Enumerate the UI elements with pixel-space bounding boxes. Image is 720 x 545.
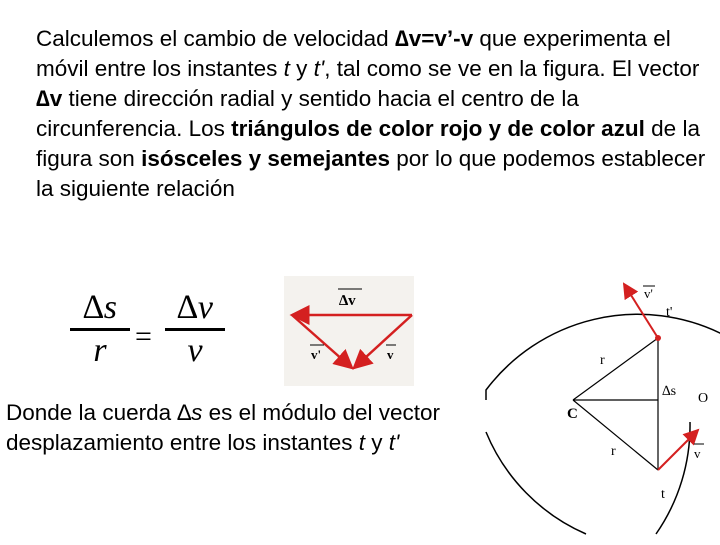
v-prime-label: v' [311,347,322,362]
fraction-ds-r [70,290,130,369]
v-label: v [387,347,394,362]
text-segment: es el módulo del vector desplazamiento entre los instantes [6,400,441,455]
radius-bottom-label: r [611,444,616,459]
delta-v-symbol: ∆v [36,86,63,111]
circle-t-prime-label: t' [666,305,673,320]
italic-s: s [191,400,203,425]
circle-v-label: v [694,446,701,461]
v-prime-tangent-arrow [624,284,658,338]
v-prime-arrow [292,315,352,368]
center-c-label: C [567,406,578,422]
instant-t: t [283,56,290,81]
fraction-dv-v [165,290,225,369]
text-segment: y [289,56,314,81]
circle-v-prime-label: v' [644,286,653,301]
delta-v-equation: ∆v=v’-v [394,26,474,51]
v-arrow [354,315,412,368]
instant-t-prime: t' [388,430,400,455]
bold-triangles-color: triángulos de color rojo y de color azul [231,116,645,141]
text-segment: , tal como se ve en la figura. El vector [324,56,700,81]
denominator-v: v [187,332,203,369]
circle-figure [476,272,720,540]
velocity-triangle-figure [284,276,414,386]
circle-arc-right [656,422,690,534]
velocity-triangle-svg [284,276,414,386]
fraction-bar [70,328,130,331]
circle-arc-bottom [486,432,586,534]
numerator-delta-v: ∆v [177,289,213,326]
o-label: O [698,391,709,406]
denominator-r: r [93,332,107,369]
delta-v-label: ∆v [339,293,356,309]
v-tangent-arrow [658,430,698,470]
radius-to-t-prime [573,338,658,400]
text-segment: de la figura son [36,116,700,171]
text-segment: que experimenta el móvil entre los instantes [36,26,671,81]
text-segment: Donde la cuerda ∆ [6,400,192,425]
text-segment: y [364,430,389,455]
fraction-bar [165,328,225,331]
circle-t-label: t [661,487,665,502]
equals-sign: = [135,320,152,353]
text-segment: por lo que podemos establecer la siguiente relación [36,146,706,201]
numerator-delta-s: ∆s [82,289,118,326]
intro-paragraph [36,24,706,204]
radius-to-t [573,400,658,470]
instant-t: t [358,430,365,455]
text-segment: Calculemos el cambio de velocidad [36,26,395,51]
bottom-paragraph [6,398,476,458]
instant-t-prime: t' [313,56,325,81]
bold-isosceles-similar: isósceles y semejantes [141,146,390,171]
delta-s-label: ∆s [662,384,677,399]
circle-svg [476,272,720,540]
ratio-formula [70,290,230,390]
radius-top-label: r [600,353,605,368]
text-segment: tiene dirección radial y sentido hacia el centro de la circunferencia. Los [36,86,579,141]
point-t-prime [655,335,661,341]
